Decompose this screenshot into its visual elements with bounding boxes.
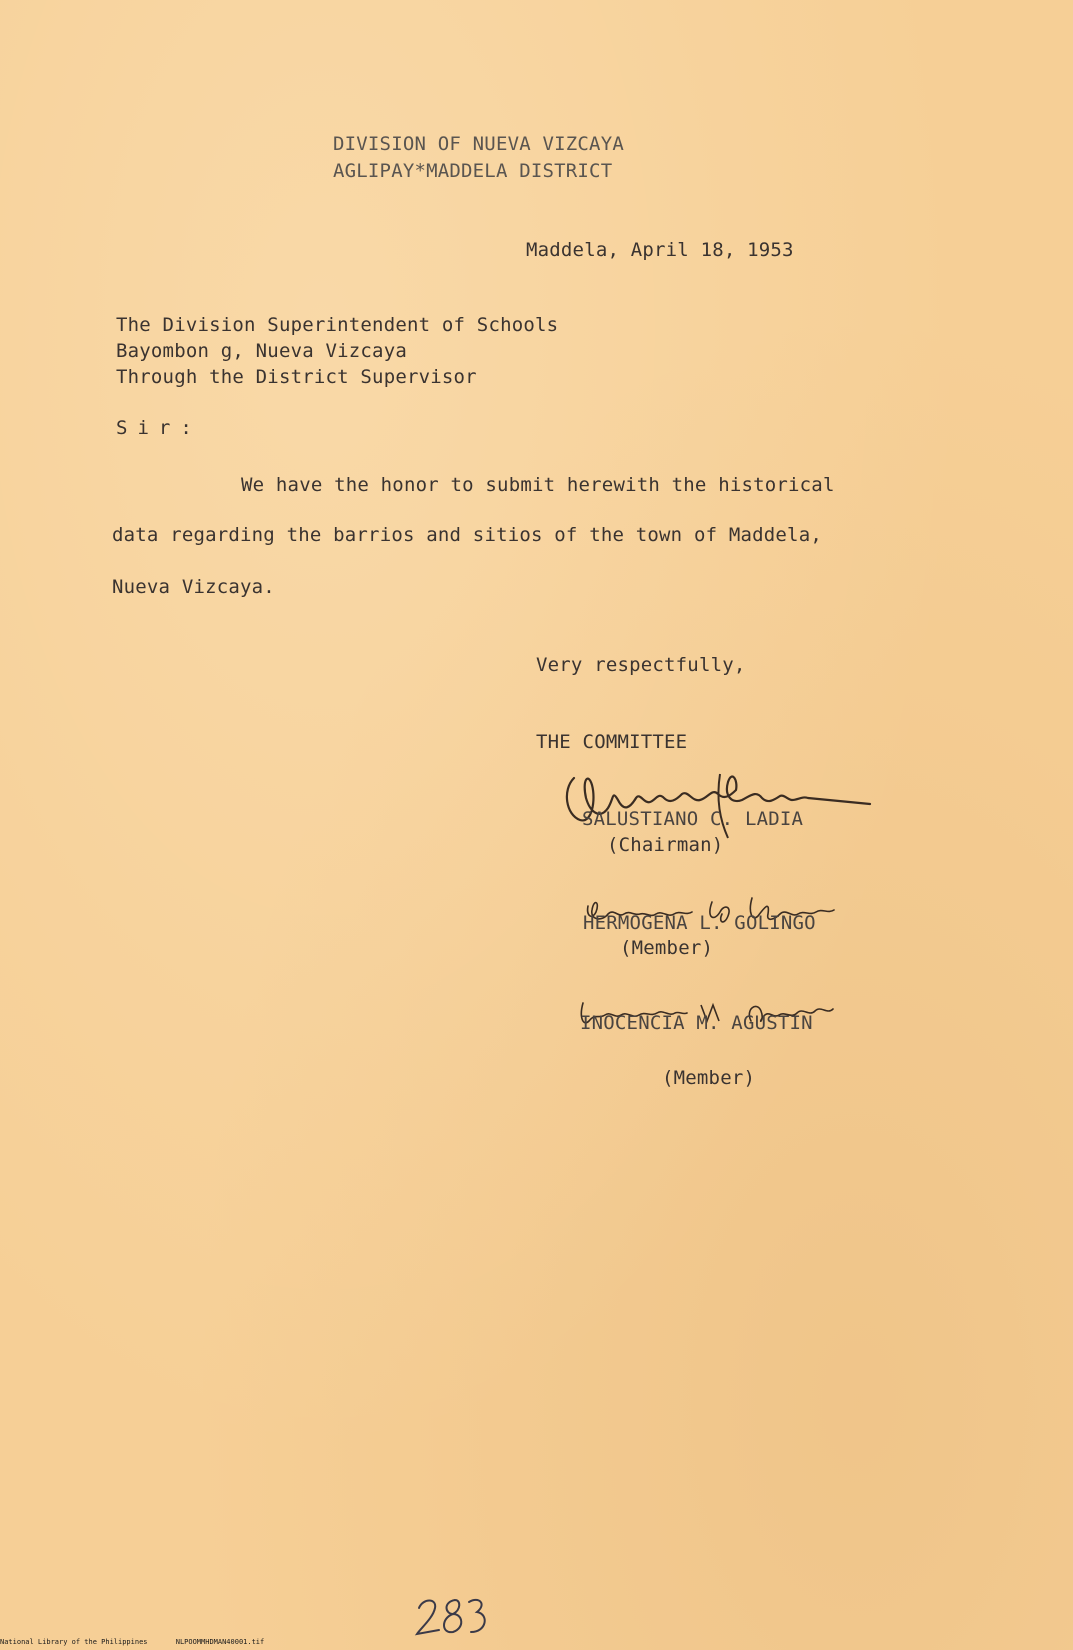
chairman-signature: [552, 760, 872, 845]
member-2-role: (Member): [662, 1067, 756, 1089]
member-1-role: (Member): [620, 937, 714, 959]
chairman-role: (Chairman): [607, 834, 724, 856]
footer-file-id: NLPOOMMHDMAN40001.tif: [175, 1638, 265, 1646]
addressee-line-3: Through the District Supervisor: [116, 366, 477, 388]
member-2-name: INOCENCIA M. AGUSTIN: [580, 1012, 813, 1034]
district-heading: AGLIPAY*MADDELA DISTRICT: [333, 160, 613, 182]
body-line-3: Nueva Vizcaya.: [112, 576, 275, 598]
chairman-name: SALUSTIANO C. LADIA: [582, 808, 804, 830]
letter-date: Maddela, April 18, 1953: [526, 239, 794, 261]
footer-library: National Library of the Philippines: [0, 1638, 148, 1646]
closing: Very respectfully,: [536, 654, 746, 676]
committee-label: THE COMMITTEE: [536, 731, 688, 753]
page-number-handwritten: [413, 1594, 493, 1638]
addressee-line-1: The Division Superintendent of Schools: [116, 314, 559, 336]
member-1-name: HERMOGENA L. GOLINGO: [583, 912, 816, 934]
body-line-2: data regarding the barrios and sitios of the town of Maddela,: [112, 524, 822, 546]
salutation: Sir:: [116, 417, 202, 439]
addressee-line-2: Bayombon g, Nueva Vizcaya: [116, 340, 407, 362]
body-line-1: We have the honor to submit herewith the historical: [241, 474, 835, 496]
division-heading: DIVISION OF NUEVA VIZCAYA: [333, 133, 624, 155]
scan-footer: [0, 1638, 288, 1646]
